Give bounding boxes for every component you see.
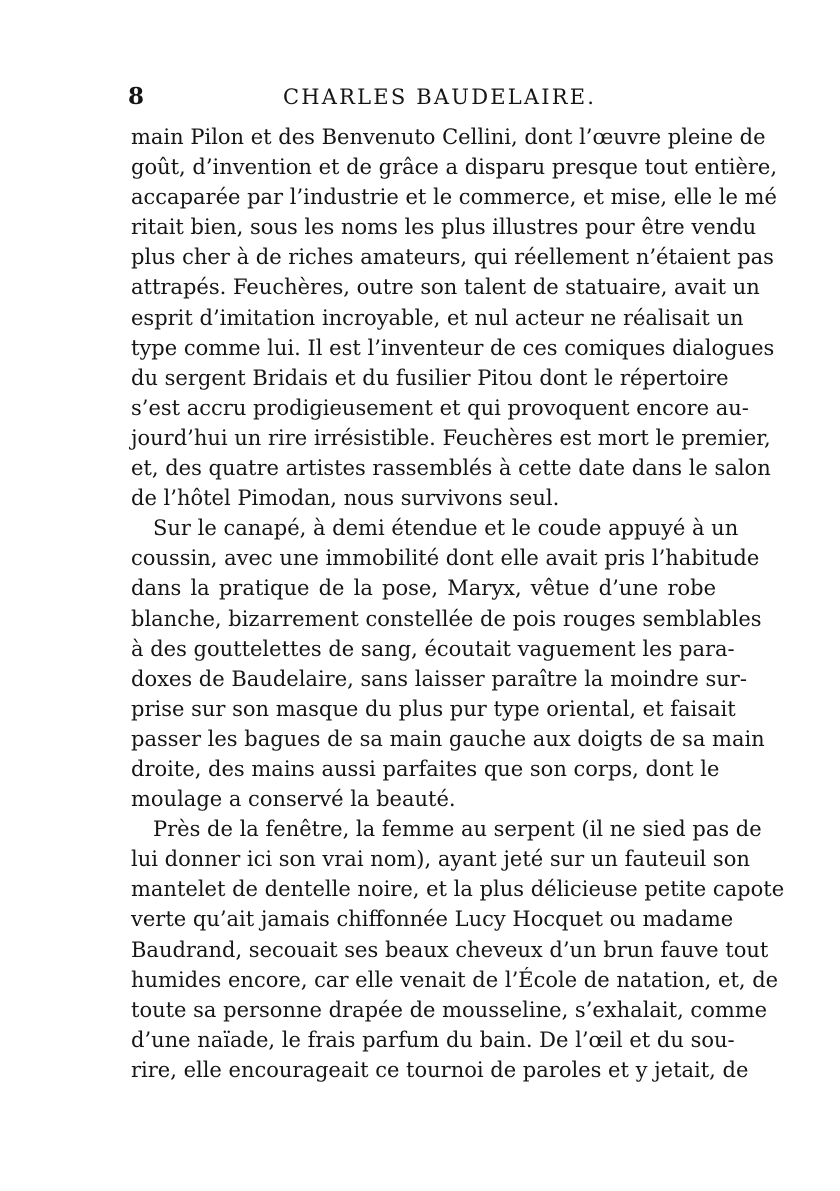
text-line: blanche, bizarrement constellée de pois rouges semblables xyxy=(131,606,762,631)
text-line: Sur le canapé, à demi étendue et le coude appuyé à un xyxy=(153,516,739,541)
text-line: lui donner ici son vrai nom), ayant jeté sur un fauteuil son xyxy=(131,847,750,872)
text-line: d’une naïade, le frais parfum du bain. De l’œil et du sou- xyxy=(131,1027,735,1052)
text-line: droite, des mains aussi parfaites que son corps, dont le xyxy=(131,756,720,781)
page-header xyxy=(128,80,708,114)
text-line: jourd’hui un rire irrésistible. Feuchères est mort le premier, xyxy=(131,425,771,450)
text-line: esprit d’imitation incroyable, et nul acteur ne réalisait un xyxy=(131,305,744,330)
text-line: rire, elle encourageait ce tournoi de paroles et y jetait, de xyxy=(131,1057,749,1082)
text-line: de l’hôtel Pimodan, nous survivons seul. xyxy=(131,486,560,511)
text-line: moulage a conservé la beauté. xyxy=(131,787,456,812)
text-line: Baudrand, secouait ses beaux cheveux d’un brun fauve tout xyxy=(131,937,769,962)
text-line: mantelet de dentelle noire, et la plus délicieuse petite capote xyxy=(131,877,785,902)
text-line: humides encore, car elle venait de l’École de natation, et, de xyxy=(131,967,779,992)
text-line: s’est accru prodigieusement et qui provoquent encore au- xyxy=(131,395,749,420)
text-line: main Pilon et des Benvenuto Cellini, dont l’œuvre pleine de xyxy=(131,125,766,149)
page-number: 8 xyxy=(128,83,145,110)
text-line: doxes de Baudelaire, sans laisser paraître la moindre sur- xyxy=(131,666,747,691)
text-line: et, des quatre artistes rassemblés à cette date dans le salon xyxy=(131,456,771,481)
text-line: passer les bagues de sa main gauche aux doigts de sa main xyxy=(131,726,765,751)
running-title: CHARLES BAUDELAIRE. xyxy=(283,85,597,109)
text-line: type comme lui. Il est l’inventeur de ces comiques dialogues xyxy=(131,335,775,360)
text-line: verte qu’ait jamais chiffonnée Lucy Hocquet ou madame xyxy=(131,907,734,932)
text-line: prise sur son masque du plus pur type oriental, et faisait xyxy=(131,696,736,721)
text-line: goût, d’invention et de grâce a disparu presque tout entière, xyxy=(131,155,778,180)
text-line: accaparée par l’industrie et le commerce, et mise, elle le mé xyxy=(131,185,777,210)
text-line: dans la pratique de la pose, Maryx, vêtue d’une robe xyxy=(131,576,716,601)
text-line: attrapés. Feuchères, outre son talent de statuaire, avait un xyxy=(131,275,760,300)
text-line: coussin, avec une immobilité dont elle avait pris l’habitude xyxy=(131,546,760,571)
text-line: à des gouttelettes de sang, écoutait vaguement les para- xyxy=(131,636,735,661)
text-line: ritait bien, sous les noms les plus illustres pour être vendu xyxy=(131,215,757,240)
text-line: Près de la fenêtre, la femme au serpent (il ne sied pas de xyxy=(153,817,762,842)
text-line: plus cher à de riches amateurs, qui réellement n’étaient pas xyxy=(131,245,774,270)
text-line: du sergent Bridais et du fusilier Pitou dont le répertoire xyxy=(131,365,729,390)
body-text xyxy=(131,122,785,1085)
text-line: toute sa personne drapée de mousseline, s’exhalait, comme xyxy=(131,997,768,1022)
